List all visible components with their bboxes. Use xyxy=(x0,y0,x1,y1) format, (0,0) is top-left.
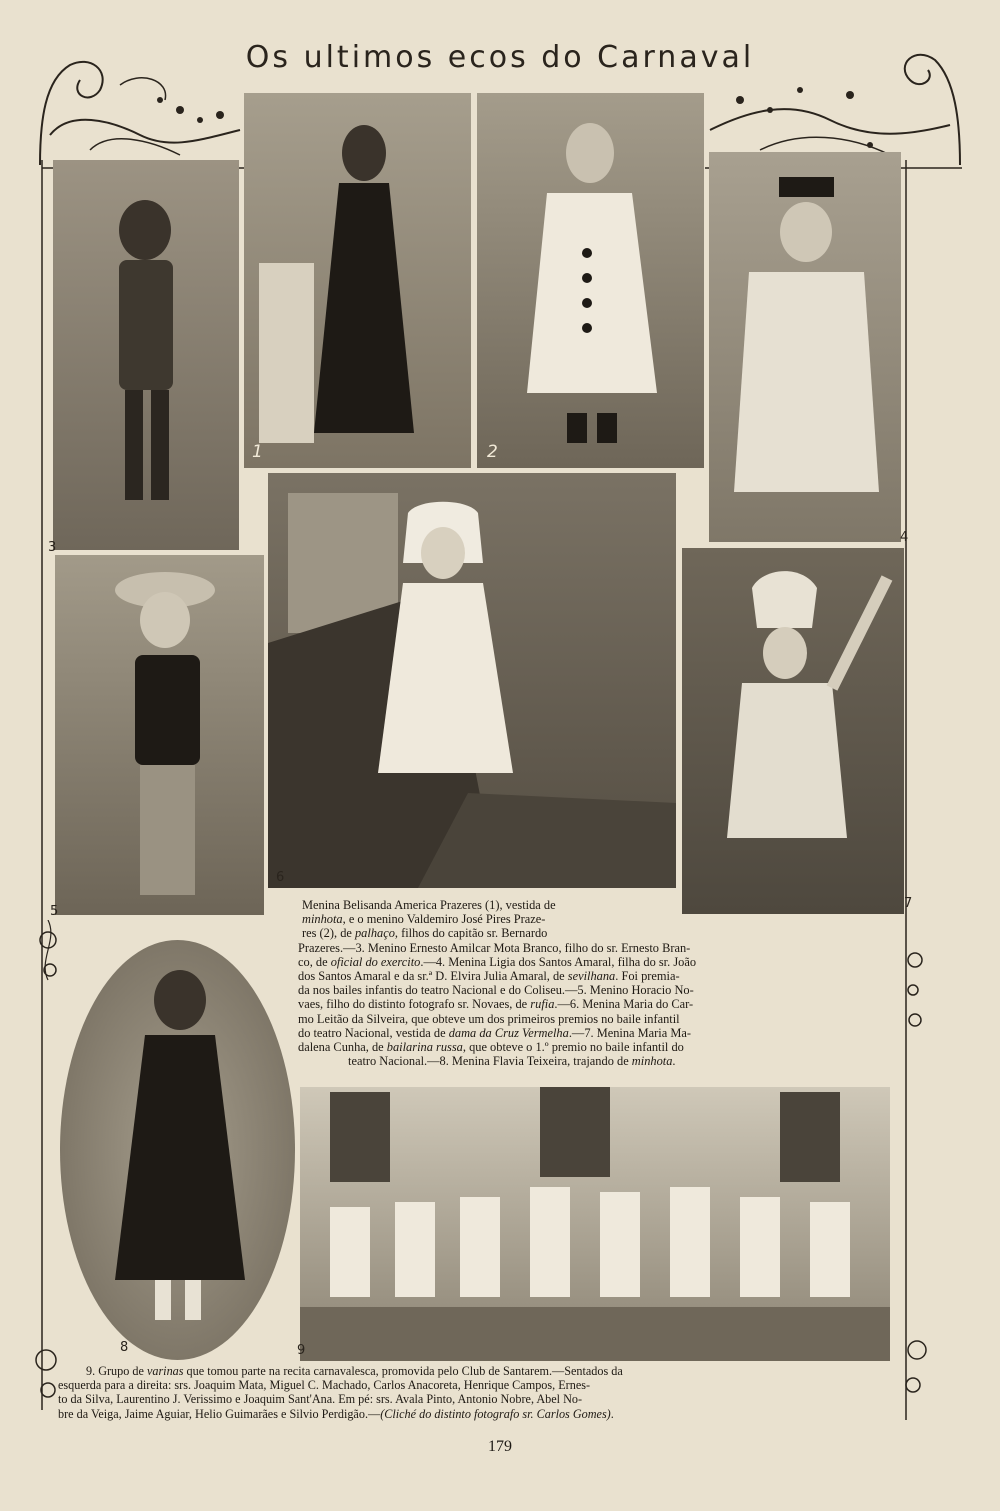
photo-number-5: 5 xyxy=(50,904,59,919)
caption-main: Menina Belisanda America Prazeres (1), vestida de minhota, e o menino Valdemiro José Pires Praze- res (2), de palhaço, filhos do capitão sr. Bernardo Prazeres.—3. Menino Ernesto Amilcar Mota Branco, filho do sr. Ernesto Bran- co, de oficial do exercito.—4. Menina Ligia dos Santos Amaral, filha do sr. João dos Santos Amaral e da sr.ª D. Elvira Julia Amaral, de sevilhana. Foi premia- da nos bailes infantis do teatro Nacional e do Coliseu.—5. Menino Horacio No- vaes, filho do distinto fotografo sr. Novaes, de rufia.—6. Menina Maria do Car- mo Leitão da Silveira, que obteve um dos primeiros premios no baile infantil do teatro Nacional, vestida de dama da Cruz Vermelha.—7. Menina Maria Ma- dalena Cunha, de bailarina russa, que obteve o 1.º premio no baile infantil do teatro Nacional.—8. Menina Flavia Teixeira, trajando de minhota. xyxy=(298,898,697,1069)
group-silhouette xyxy=(300,1087,890,1361)
page-number: 179 xyxy=(488,1438,512,1455)
photo-2 xyxy=(477,93,704,468)
photo-4 xyxy=(709,152,901,542)
photo-3 xyxy=(53,160,239,550)
photo-number-1: 1 xyxy=(252,442,263,462)
figure-silhouette xyxy=(244,93,471,468)
photo-number-6: 6 xyxy=(276,870,285,885)
figure-silhouette xyxy=(682,548,904,914)
photo-8 xyxy=(60,940,295,1360)
figure-silhouette xyxy=(55,555,264,915)
figure-silhouette xyxy=(709,152,901,542)
figure-silhouette xyxy=(60,940,295,1360)
caption-group: 9. Grupo de varinas que tomou parte na recita carnavalesca, promovida pelo Club de Santarem.—Sentados da esquerda para a direita: srs. Joaquim Mata, Miguel C. Machado, Carlos Anacoreta, Henrique Campos, Ernes- to da Silva, Laurentino J. Verissimo e Joaquim Sant'Ana. Em pé: srs. Avala Pinto, Antonio Nobre, Abel No- bre da Veiga, Jaime Aguiar, Helio Guimarães e Silvio Perdigão.—(Cliché do distinto fotografo sr. Carlos Gomes). xyxy=(58,1364,623,1421)
figure-silhouette xyxy=(268,473,676,888)
photo-6 xyxy=(268,473,676,888)
photo-number-9: 9 xyxy=(297,1343,306,1358)
photo-9 xyxy=(300,1087,890,1361)
photo-5 xyxy=(55,555,264,915)
photo-number-8: 8 xyxy=(120,1340,129,1355)
photo-7 xyxy=(682,548,904,914)
right-floral-ornament xyxy=(895,930,935,1430)
figure-silhouette xyxy=(477,93,704,468)
photo-number-4: 4 xyxy=(900,530,909,545)
page-title: Os ultimos ecos do Carnaval xyxy=(245,40,755,75)
photo-number-3: 3 xyxy=(48,540,57,555)
figure-silhouette xyxy=(53,160,239,550)
photo-1 xyxy=(244,93,471,468)
photo-number-2: 2 xyxy=(487,442,498,462)
photo-number-7: 7 xyxy=(904,896,913,911)
